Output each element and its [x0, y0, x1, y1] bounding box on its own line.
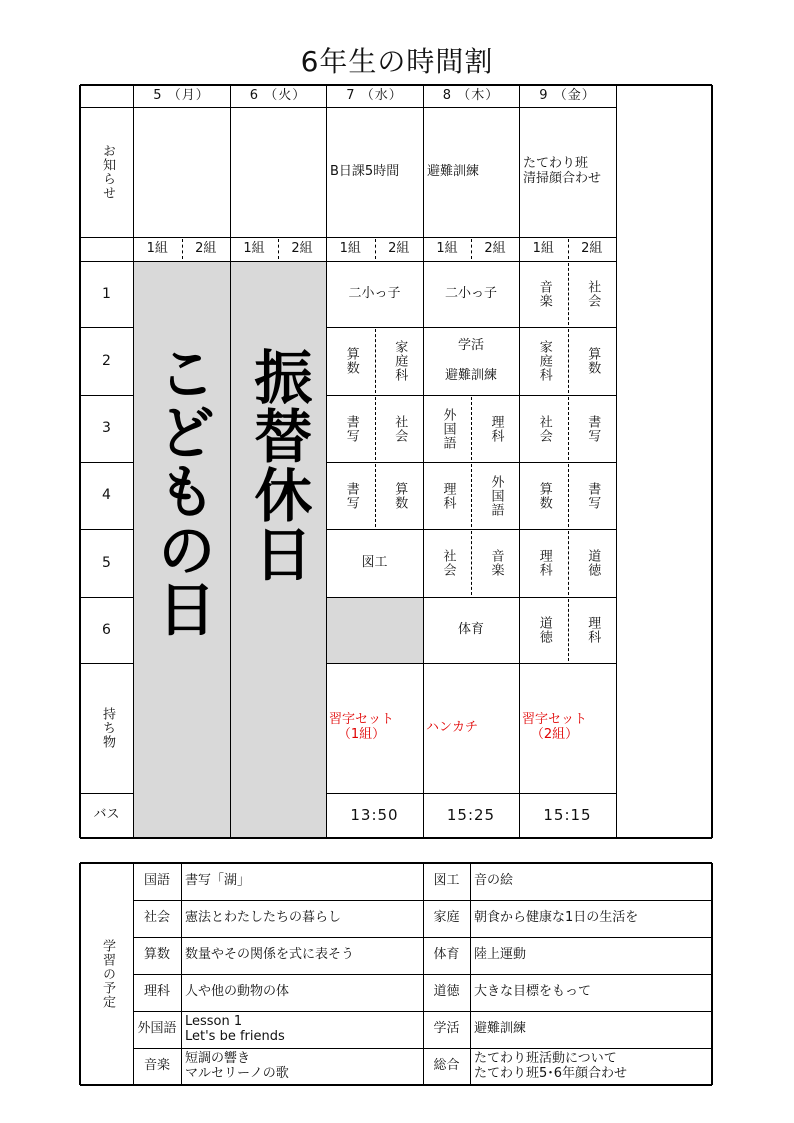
study-content: 陸上運動 [474, 947, 527, 963]
study-subject: 家庭 [433, 910, 460, 926]
subject-cell: 算数 [585, 347, 601, 375]
study-subject: 国語 [143, 873, 170, 889]
bus-time-thu: 15:25 [446, 805, 496, 824]
study-subject: 体育 [433, 947, 460, 963]
class-label-1: 1組 [532, 240, 554, 256]
notice-fri: たてわり班 清掃顔合わせ [523, 156, 602, 186]
bus-label: バス [93, 807, 120, 823]
period-number: 4 [102, 487, 111, 504]
bus-time-wed: 13:50 [350, 805, 399, 824]
study-content: 朝食から健康な1日の生活を [474, 910, 639, 926]
study-subject: 音楽 [143, 1058, 170, 1074]
study-subject: 総合 [433, 1058, 460, 1074]
subject-cell: 道徳 [585, 549, 601, 577]
subject-cell: 書写 [343, 414, 359, 443]
items-label: 持ち物 [99, 707, 115, 749]
subject-cell: 書写 [343, 481, 359, 510]
day-header: 7 （水） [346, 87, 403, 103]
period-number: 1 [102, 285, 111, 302]
study-content: 数量やその関係を式に表そう [185, 947, 355, 963]
period-number: 6 [102, 621, 111, 638]
day-header: 6 （火） [249, 87, 307, 103]
day-header: 9 （金） [539, 87, 596, 103]
subject-cell: 社会 [536, 414, 552, 443]
items-fri: 習字セット （2組） [522, 712, 588, 742]
study-subject: 理科 [143, 984, 170, 1000]
subject-cell: 外国語 [488, 474, 504, 517]
subject-cell: 家庭科 [392, 340, 408, 382]
class-label-2: 2組 [581, 240, 603, 256]
subject-cell: 理科 [585, 616, 601, 644]
items-wed: 習字セット （1組） [329, 712, 395, 742]
subject-cell: 避難訓練 [444, 367, 497, 383]
frame-right [711, 85, 713, 838]
holiday-tue: 振替休日 [244, 347, 313, 583]
subject-cell: 道徳 [536, 616, 552, 644]
subject-cell: 社会 [585, 280, 601, 308]
class-label-1: 1組 [146, 240, 168, 256]
study-content: 短調の響き マルセリーノの歌 [185, 1050, 289, 1081]
subject-cell: 外国語 [440, 407, 456, 450]
page-title: 6年生の時間割 [300, 45, 494, 78]
study-content: 憲法とわたしたちの暮らし [185, 910, 342, 926]
notice-thu: 避難訓練 [427, 163, 480, 179]
subject-cell: 図工 [361, 554, 388, 570]
blank-fill-wed-p6 [326, 597, 423, 663]
notice-label: お知らせ [99, 144, 115, 200]
subject-cell: 理科 [536, 549, 552, 577]
class-label-2: 2組 [388, 240, 410, 256]
bus-time-fri: 15:15 [543, 805, 592, 824]
class-label-1: 1組 [339, 240, 361, 256]
period-number: 3 [102, 420, 111, 437]
study-content: 人や他の動物の体 [185, 984, 290, 1000]
subject-cell: 体育 [457, 621, 484, 637]
subject-cell: 書写 [585, 481, 601, 510]
subject-cell: 算数 [392, 481, 408, 510]
class-label-2: 2組 [291, 240, 313, 256]
holiday-mon: こどもの日 [147, 342, 216, 638]
subject-cell: 理科 [488, 414, 504, 443]
subject-cell: 音楽 [488, 549, 504, 577]
subject-cell: 社会 [440, 549, 456, 577]
subject-cell: 社会 [392, 414, 408, 443]
items-thu: ハンカチ [426, 719, 479, 735]
study-content: 避難訓練 [474, 1021, 527, 1037]
period-number: 2 [102, 352, 111, 369]
subject-cell: 音楽 [536, 280, 552, 308]
study-subject: 算数 [143, 947, 170, 963]
study-subject: 学活 [433, 1021, 460, 1037]
study-content: 大きな目標をもって [474, 984, 592, 1000]
study-subject: 社会 [143, 910, 170, 926]
subject-cell: 算数 [536, 481, 552, 510]
class-label-2: 2組 [195, 240, 217, 256]
study-subject: 図工 [433, 873, 460, 889]
class-label-2: 2組 [484, 240, 506, 256]
class-label-1: 1組 [243, 240, 265, 256]
study-content: Lesson 1 Let's be friends [185, 1013, 285, 1044]
period-number: 5 [102, 554, 111, 571]
day-header: 8 （木） [442, 87, 500, 103]
subject-cell: 学活 [457, 337, 484, 353]
subject-cell: 二小っ子 [444, 285, 497, 301]
study-content: 書写「湖」 [185, 873, 251, 889]
notice-wed: B日課5時間 [330, 163, 400, 179]
study-subject: 外国語 [137, 1021, 177, 1037]
study-label: 学習の予定 [99, 939, 115, 1009]
subject-cell: 家庭科 [536, 340, 552, 382]
subject-cell: 書写 [585, 414, 601, 443]
study-subject: 道徳 [433, 984, 460, 1000]
subject-cell: 算数 [343, 347, 359, 375]
subject-cell: 理科 [440, 481, 456, 510]
study-content: 音の絵 [474, 873, 514, 889]
day-header: 5 （月） [153, 87, 210, 103]
study-content: たてわり班活動について たてわり班5･6年顔合わせ [474, 1050, 628, 1081]
class-label-1: 1組 [436, 240, 458, 256]
subject-cell: 二小っ子 [348, 285, 401, 301]
